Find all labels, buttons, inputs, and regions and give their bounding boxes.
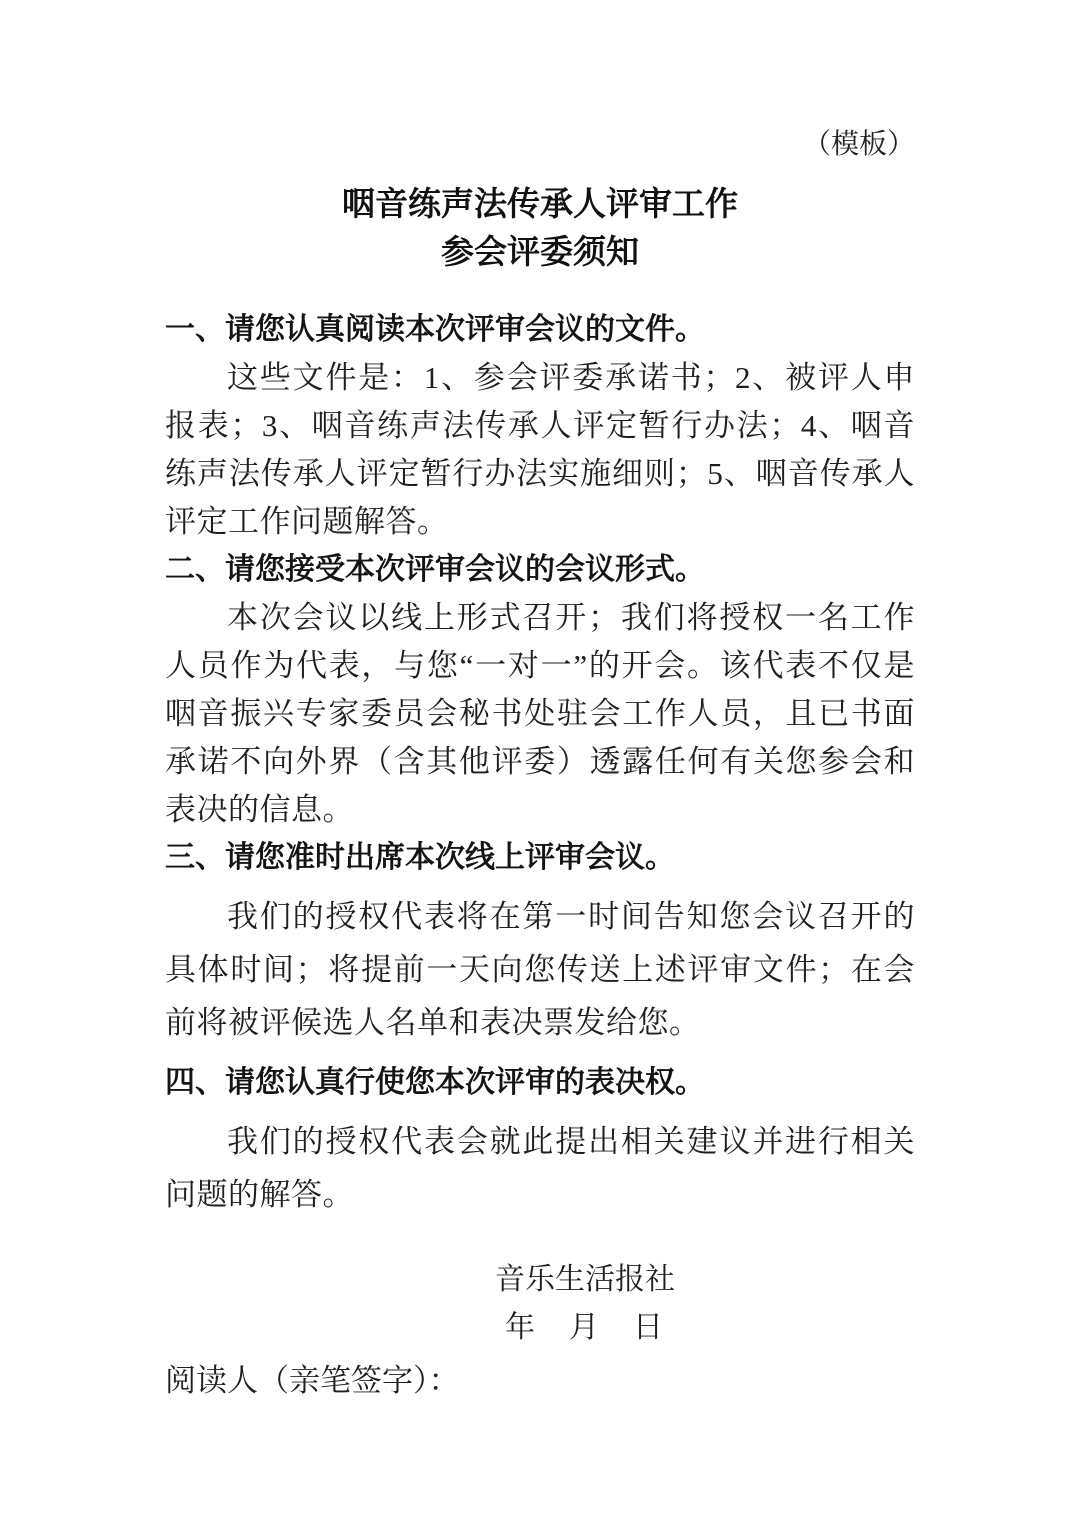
- section-2-heading: 二、请您接受本次评审会议的会议形式。: [165, 553, 705, 586]
- section-1-heading: 一、请您认真阅读本次评审会议的文件。: [165, 313, 705, 346]
- reader-signature-line: 阅读人（亲笔签字）：: [165, 1363, 460, 1398]
- doc-title-line1: 咽音练声法传承人评审工作: [342, 185, 738, 222]
- doc-title-line2: 参会评委须知: [441, 233, 639, 270]
- section-4-heading: 四、请您认真行使您本次评审的表决权。: [165, 1066, 705, 1099]
- section-1-body: 这些文件是：1、参会评委承诺书；2、被评人申报表；3、咽音练声法传承人评定暂行办法；4、咽音练声法传承人评定暂行办法实施细则；5、咽音传承人评定工作问题解答。: [165, 360, 915, 539]
- signature-organization: 音乐生活报社: [495, 1263, 675, 1296]
- template-label: （模板）: [802, 129, 915, 160]
- section-4-body: 我们的授权代表会就此提出相关建议并进行相关问题的解答。: [165, 1124, 915, 1212]
- section-3-heading: 三、请您准时出席本次线上评审会议。: [165, 841, 675, 874]
- section-2-body: 本次会议以线上形式召开；我们将授权一名工作人员作为代表，与您“一对一”的开会。该代表不仅是咽音振兴专家委员会秘书处驻会工作人员，且已书面承诺不向外界（含其他评委）透露任何有关您参会和表决的信息。: [165, 600, 915, 827]
- section-3-body: 我们的授权代表将在第一时间告知您会议召开的具体时间；将提前一天向您传送上述评审文件；在会前将被评候选人名单和表决票发给您。: [165, 899, 915, 1040]
- signature-block: [445, 1256, 725, 1352]
- document-content: [165, 0, 915, 1405]
- signature-date-line: 年 月 日: [505, 1311, 665, 1344]
